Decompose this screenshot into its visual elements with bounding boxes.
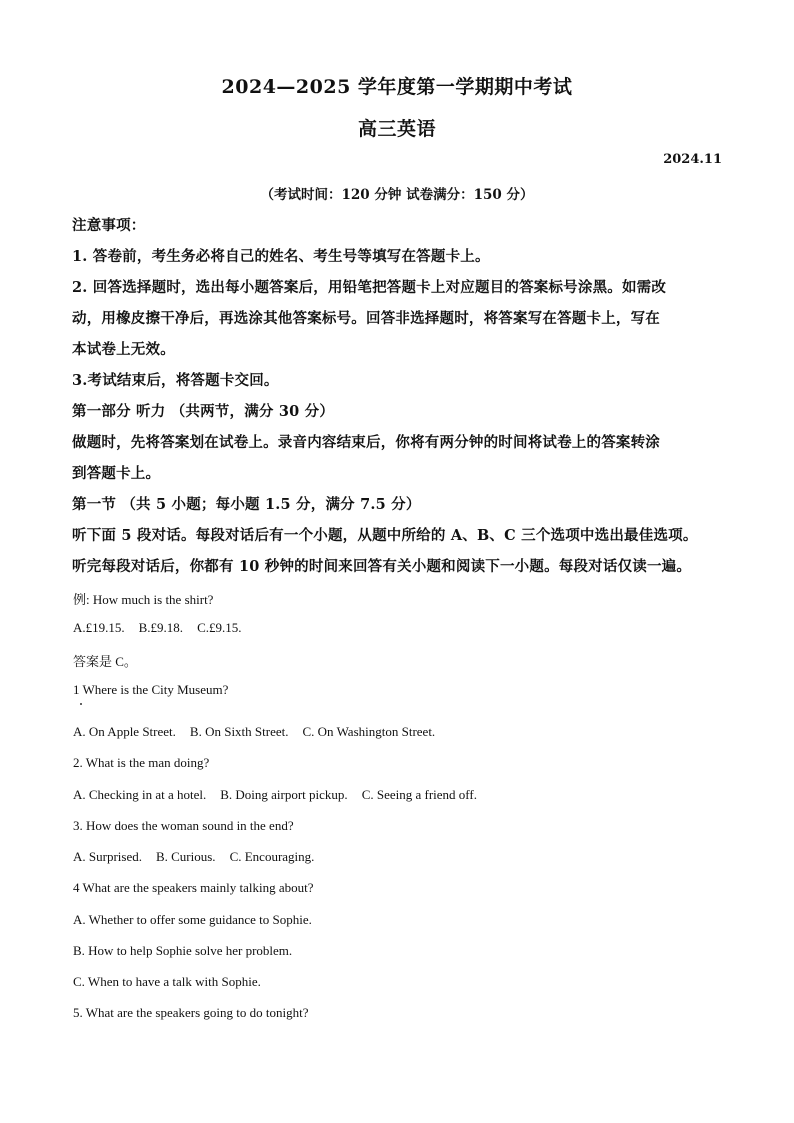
question-3-option-b: B. Curious. [155, 849, 216, 864]
section1-intro-line-1: 听下面 5 段对话。每段对话后有一个小题，从题中所给的 A、B、C 三个选项中选出最佳选项。 [72, 527, 698, 544]
question-2-option-c: C. Seeing a friend off. [361, 787, 477, 802]
question-1-stem: 1 Where is the City Museum? [73, 682, 229, 697]
note-item-2-line-3: 本试卷上无效。 [72, 341, 175, 358]
note-item-2-line-1: 2. 回答选择题时，选出每小题答案后，用铅笔把答题卡上对应题目的答案标号涂黑。如需改 [72, 279, 667, 296]
section1-intro-line-2: 听完每段对话后，你都有 10 秒钟的时间来回答有关小题和阅读下一小题。每段对话仅读一遍。 [72, 558, 692, 575]
note-item-1: 1. 答卷前，考生务必将自己的姓名、考生号等填写在答题卡上。 [72, 248, 490, 265]
part1-intro-line-2: 到答题卡上。 [72, 465, 161, 482]
question-4-option-a: A. Whether to offer some guidance to Sophie. [73, 912, 312, 927]
note-item-3: 3.考试结束后，将答题卡交回。 [72, 372, 279, 389]
question-1-option-b: B. On Sixth Street. [189, 724, 289, 739]
question-2-option-a: A. Checking in at a hotel. [73, 787, 207, 802]
question-3-option-c: C. Encouraging. [229, 849, 315, 864]
question-4-stem: 4 What are the speakers mainly talking about? [73, 880, 314, 895]
subject-title: 高三英语 [357, 118, 436, 140]
question-1-options [73, 724, 435, 740]
question-2-options [73, 787, 477, 803]
example-option-a: A.£19.15. [73, 620, 125, 635]
question-4-option-c: C. When to have a talk with Sophie. [73, 974, 261, 989]
exam-title: 2024—2025 学年度第一学期期中考试 [221, 76, 573, 98]
notes-heading: 注意事项： [72, 217, 146, 234]
example-answer: 答案是 C。 [73, 654, 137, 669]
part1-intro-line-1: 做题时，先将答案划在试卷上。录音内容结束后，你将有两分钟的时间将试卷上的答案转涂 [72, 434, 660, 451]
stray-dot-mark [80, 703, 82, 705]
example-option-b: B.£9.18. [138, 620, 184, 635]
example-options [73, 620, 241, 636]
question-3-stem: 3. How does the woman sound in the end? [73, 818, 294, 833]
question-1-option-a: A. On Apple Street. [73, 724, 176, 739]
example-option-c: C.£9.15. [197, 620, 242, 635]
question-1-option-c: C. On Washington Street. [302, 724, 436, 739]
section1-heading: 第一节 （共 5 小题；每小题 1.5 分，满分 7.5 分） [72, 496, 421, 513]
question-2-option-b: B. Doing airport pickup. [220, 787, 348, 802]
question-3-options [73, 849, 314, 865]
exam-info: （考试时间：120 分钟 试卷满分：150 分） [260, 187, 534, 203]
question-2-stem: 2. What is the man doing? [73, 755, 210, 770]
part1-heading: 第一部分 听力 （共两节，满分 30 分） [72, 403, 335, 420]
question-5-stem: 5. What are the speakers going to do tonight? [73, 1005, 309, 1020]
question-3-option-a: A. Surprised. [73, 849, 142, 864]
exam-date: 2024.11 [663, 152, 722, 167]
question-4-option-b: B. How to help Sophie solve her problem. [73, 943, 293, 958]
note-item-2-line-2: 动，用橡皮擦干净后，再选涂其他答案标号。回答非选择题时，将答案写在答题卡上，写在 [72, 310, 660, 327]
example-question: 例: How much is the shirt? [73, 592, 214, 607]
